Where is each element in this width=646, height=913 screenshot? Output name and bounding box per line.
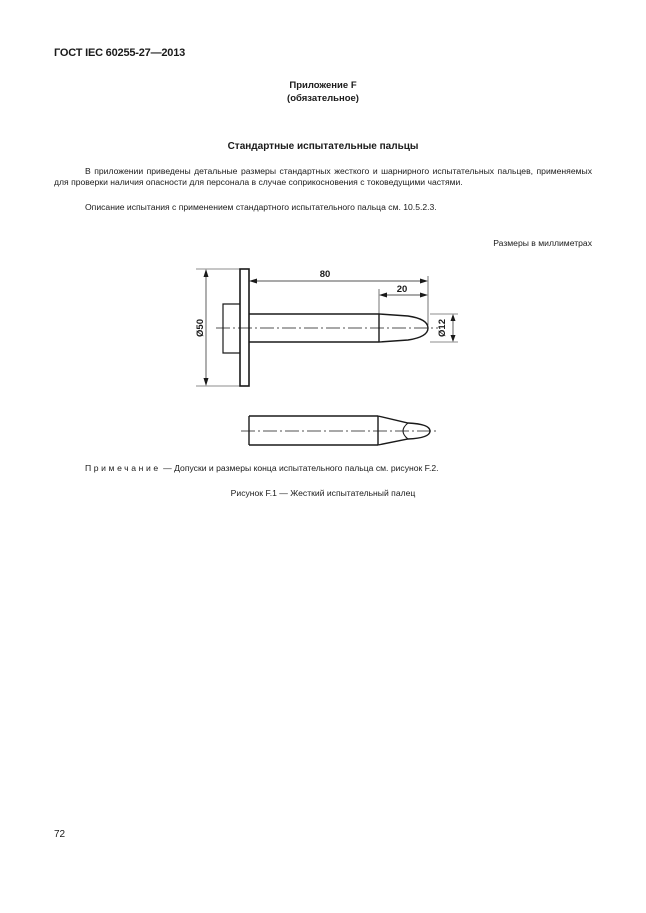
figure-caption: Рисунок F.1 — Жесткий испытательный палец [230,488,416,498]
page-number: 72 [54,829,66,840]
units-note: Размеры в миллиметрах [493,238,592,248]
side-view-tip [378,416,430,445]
section-title: Стандартные испытательные пальцы [227,141,419,152]
note-label: Примечание [85,463,161,473]
arrow-12-top [451,314,456,321]
dim-label-80: 80 [319,269,331,280]
annex-status: (обязательное) [287,93,359,104]
note-text: — Допуски и размеры конца испытательного пальца см. рисунок F.2. [160,463,439,473]
arrow-flange-top [204,269,209,277]
arrow-flange-bottom [204,378,209,386]
dim-label-finger-diameter: Ø12 [437,319,448,337]
arrow-80-right [420,279,428,284]
annex-title: Приложение F [289,80,357,91]
flange-outline [240,269,249,386]
arrow-12-bottom [451,335,456,342]
body-paragraph-1: В приложении приведены детальные размеры стандартных жесткого и шарнирного испытательных пальцев, применяемых для проверки наличия опасности для персонала в случае соприкосновения с токоведущими частями. [54,166,592,188]
arrow-20-left [379,293,387,298]
dim-label-flange-diameter: Ø50 [195,319,206,337]
document-code: ГОСТ IEC 60255-27—2013 [54,47,186,59]
body-paragraph-2: Описание испытания с применением стандартного испытательного пальца см. 10.5.2.3. [85,202,437,212]
handle-stub [223,304,240,353]
arrow-80-left [249,279,257,284]
dim-label-20: 20 [396,284,408,295]
figure-note [85,463,439,473]
arrow-20-right [420,293,428,298]
